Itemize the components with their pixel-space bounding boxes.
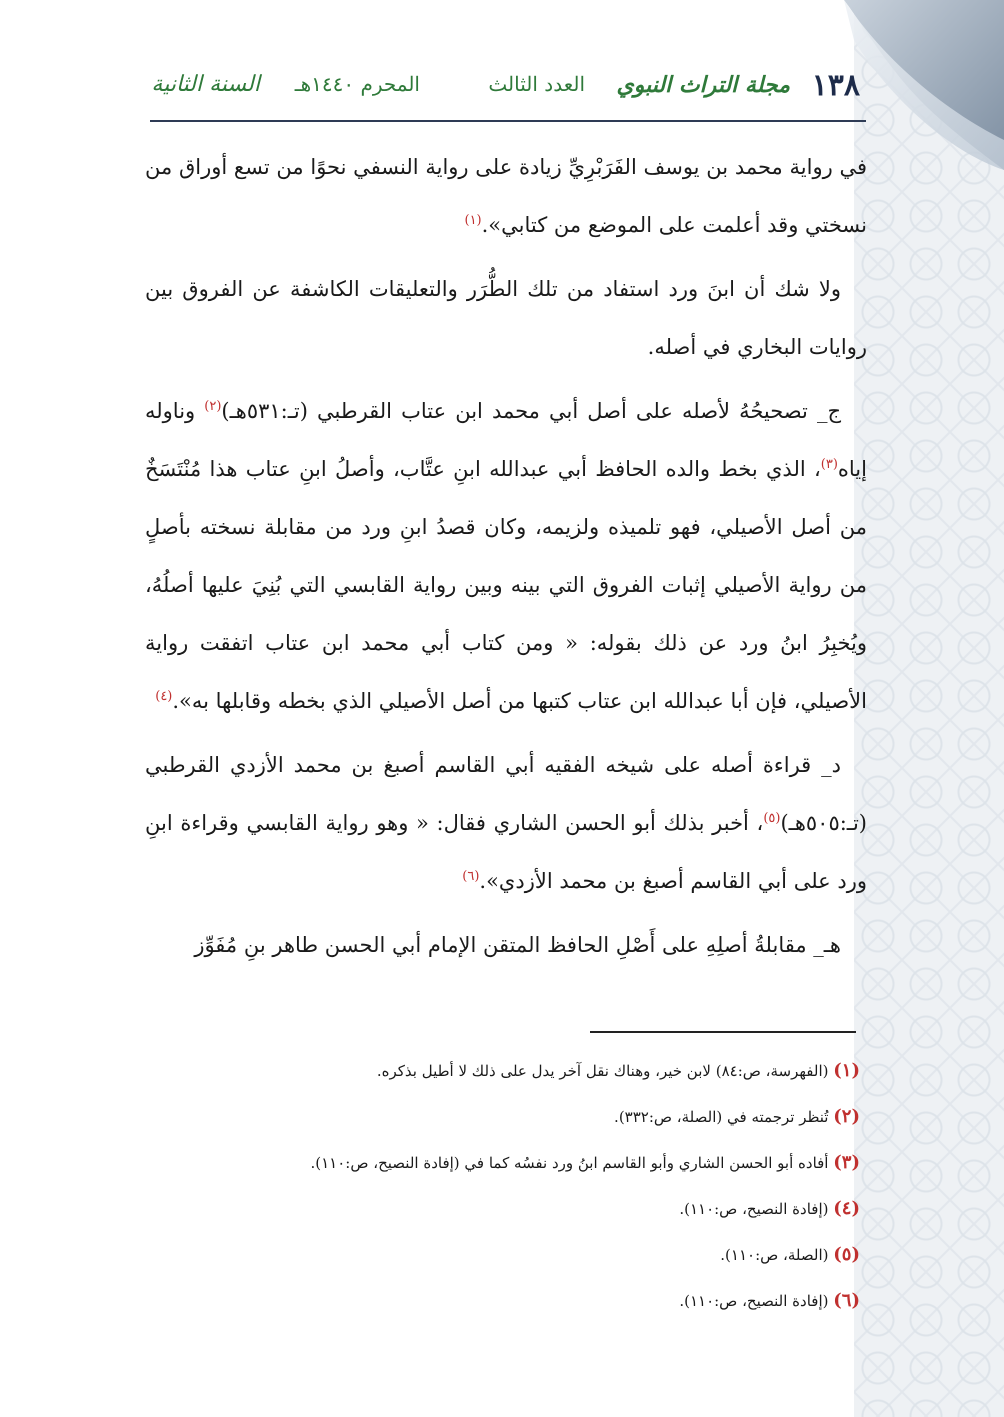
footnote: (٢) تُنظر ترجمته في (الصلة، ص:٣٣٢).: [614, 1106, 860, 1127]
footnote-ref: (١): [464, 213, 482, 228]
footnote: (١) (الفهرسة، ص:٨٤) لابن خير، وهناك نقل آخر يدل على ذلك لا أطيل بذكره.: [376, 1060, 860, 1081]
footnote-ref: (٦): [462, 869, 480, 884]
paragraph: هـ_ مقابلةُ أصلِهِ على أَصْلِ الحافظ المتقن الإمام أبي الحسن طاهر بنِ مُفَوِّز: [194, 933, 841, 957]
footnotes: [140, 1048, 860, 1324]
footnote: (٦) (إفادة النصيح، ص:١١٠).: [679, 1290, 860, 1311]
footnote-ref: (٤): [155, 689, 173, 704]
journal-title: مجلة التراث النبوي: [616, 72, 790, 98]
issue-label: العدد الثالث: [488, 72, 585, 96]
issue-date: المحرم ١٤٤٠هـ: [294, 72, 420, 96]
year-label: السنة الثانية: [151, 72, 260, 97]
footnote-ref: (٢): [204, 399, 222, 414]
header-divider: [150, 120, 866, 122]
footnote: (٥) (الصلة، ص:١١٠).: [720, 1244, 860, 1265]
page-header: [150, 62, 860, 118]
paragraph: د_ قراءة أصله على شيخه الفقيه أبي القاسم أصبغ بن محمد الأزدي القرطبي (تـ:٥٠٥هـ)$^{(٥)}$، أخبر بذلك أبو الحسن الشاري فقال: « وهو رواية القابسي وقراءة ابنِ ورد على أبي القاسم أصبغ بن محمد الأزدي».$^{(٦)}$: [145, 753, 867, 893]
footnote-ref: (٥): [763, 811, 781, 826]
footnote-ref: (٣): [820, 457, 838, 472]
paragraph: ج_ تصحيحُهُ لأصله على أصل أبي محمد ابن عتاب القرطبي (تـ:٥٣١هـ)$^{(٢)}$ وناوله إياه$^{(٣)}$، الذي بخط والده الحافظ أبي عبدالله ابنِ عتَّاب، وأصلُ ابنِ عتاب هذا مُنْتَسَخٌ من أصل الأصيلي، فهو تلميذه ولزيمه، وكان قصدُ ابنِ ورد من مقابلة نسخته بأصلٍ من رواية الأصيلي إثبات الفروق التي بينه وبين رواية القابسي التي بُنِيَ عليها أصلُهُ، ويُخبِرُ ابنُ ورد عن ذلك بقوله: « ومن كتاب أبي محمد ابن عتاب اتفقت رواية الأصيلي، فإن أبا عبدالله ابن عتاب كتبها من أصل الأصيلي الذي بخطه وقابلها به».$^{(٤)}$: [145, 399, 867, 713]
article-body: [145, 138, 867, 974]
paragraph: ولا شك أن ابنَ ورد استفاد من تلك الطُّرَر والتعليقات الكاشفة عن الفروق بين روايات البخاري في أصله.: [145, 277, 867, 359]
paragraph: في رواية محمد بن يوسف الفَرَبْرِيِّ زيادة على رواية النسفي نحوًا من تسع أوراق من نسختي وقد أعلمت على الموضع من كتابي».$^{(١)}$: [145, 155, 867, 237]
footnote-divider: [590, 1031, 856, 1033]
footnote: (٣) أفاده أبو الحسن الشاري وأبو القاسم ابنُ ورد نفسُه كما في (إفادة النصيح، ص:١١٠).: [310, 1152, 860, 1173]
page-number: ١٣٨: [811, 68, 860, 103]
footnote: (٤) (إفادة النصيح، ص:١١٠).: [679, 1198, 860, 1219]
